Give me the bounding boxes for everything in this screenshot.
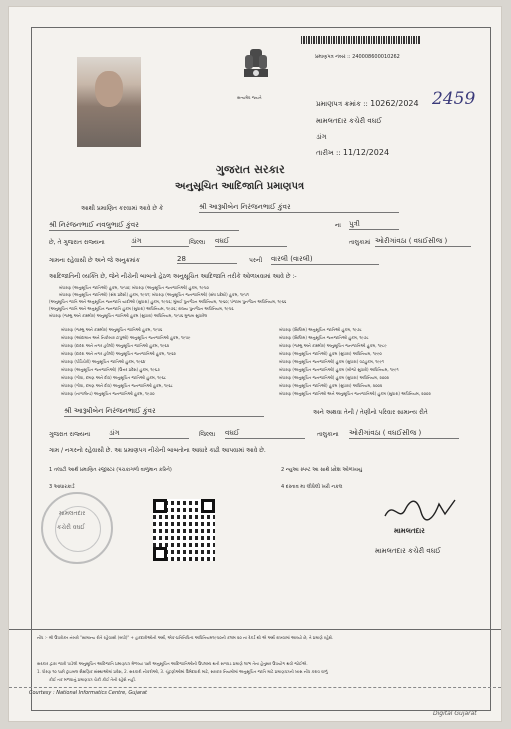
- parent-name: શ્રી નિરંજનભાઈ નવલુભાઈ કુંવર: [49, 221, 239, 231]
- order-right-5: બંધારણ (અનુસૂચિત જનજાતિઓ) હુકમ (સુધારા) વટહુકમ, ૧૯૯૧: [279, 359, 384, 364]
- cert-number: 10262/2024: [370, 99, 419, 108]
- caste-prefix: પરની: [249, 257, 263, 264]
- certificate-paper: [8, 6, 502, 722]
- caste: વારલી (વારલી): [271, 255, 379, 265]
- stamp-text-1: મામલતદાર: [59, 510, 86, 517]
- barcode: [301, 36, 421, 44]
- handwritten-number: 2459: [432, 89, 476, 109]
- order-right-3: બંધારણ (જમ્મુ અને કાશ્મીર) અનુસૂચિત જનજાતિઓ હુકમ, ૧૯૮૯: [279, 343, 387, 348]
- serial-number: 28: [177, 255, 237, 264]
- taluka: ઓરીગાંવઠા ( વઘઈસીજ ): [375, 237, 471, 247]
- fine-print-1: બંધારણ (અનુસૂચિત જાતિઓ) હુકમ, ૧૯૫૦; બંધારણ (અનુસૂચિત જનજાતિઓ) હુકમ, ૧૯૫૦: [59, 285, 209, 290]
- applicant-name-again: શ્રી આરૂષીબેન નિરંજનભાઈ કુંવર: [64, 407, 264, 417]
- basis-4: 4 દસ્તાવ મા લીધેલી ખરી નકલ: [281, 484, 343, 490]
- title-certificate: અનુસૂચિત આદિજાતિ પ્રમાણપત્ર: [175, 181, 305, 192]
- taluka-label: તાલુકામાં: [349, 239, 371, 246]
- office-stamp: [41, 492, 113, 564]
- basis-3: 3 આધારકાર્ડ: [49, 484, 75, 490]
- basis-1: 1 તલાટી આર્થ પ્રમાણિત રજીસ્ટર (પંચકાગળો વાળુમાન કરિને): [49, 467, 172, 473]
- basis-2: 2 ન્યુઆ સ્પષ્ટ આ સાથે પ્રદેશ ઓળખાયું: [281, 467, 363, 473]
- cert-number-line: પ્રમાણપત્ર ક્રમાંક :: 10262/2024: [316, 99, 419, 108]
- order-left-7: બંધારણ (ગોવા, દમણ અને દીવ) અનુસૂચિત જાતિઓ હુકમ, ૧૯૬૮: [61, 375, 167, 380]
- fine-print-5: બંધારણ (જમ્મુ અને કાશ્મીર) અનુસૂચિત જાતિઓ હુકમ (સુધારા) અધિનિયમ, ૧૯૫૬ મુજબ સુધારેલ: [49, 313, 208, 318]
- fine-print-3: (અનુસૂચિત જાતિ અને અનુસૂચિત જનજાતિ યાદીઓ (સુધારા) હુકમ, ૧૯૫૬; મુંબઈ પુનર્ગઠન અધિનિયમ, ૧૯૬૦; પંજાબ પુનર્ગઠન અધિનિયમ, ૧૯૬૬: [49, 299, 287, 304]
- applicant-photo: [77, 57, 141, 147]
- order-left-2: બંધારણ (આંદામાન અને નિકોબાર ટાપુઓ) અનુસૂચિત જનજાતિઓ હુકમ, ૧૯૫૯: [61, 335, 191, 340]
- district-label-2: જિલ્લા: [199, 431, 216, 438]
- state-emblem-icon: [239, 47, 273, 91]
- family-line: અને અથવા તેની / તેણીનો પરિવાર સામાન્ય રીતે: [313, 409, 428, 416]
- header-district: ડાંગ: [316, 133, 327, 141]
- order-right-8: બંધારણ (અનુસૂચિત જાતિઓ) હુકમ (સુધારા) અધિનિયમ, ૨૦૦૨: [279, 383, 383, 388]
- order-left-1: બંધારણ (જમ્મુ અને કાશ્મીર) અનુસૂચિત જાતિઓ હુકમ, ૧૯૫૬: [61, 327, 163, 332]
- footer-note-2: સરકાર દ્વારા જારી પાડેલી અનુસૂચિત આદિજાતિ પ્રમાણપત્ર મેળવ્યા પછી અનુસૂચિત આદિજાતિઓની ઉપલબ્ધ થતી સગવડ પ્રમાણે લાભ તેના હેતુસર ઉપયોગ થવો જોઈએ.: [37, 661, 308, 666]
- district-2: વઘઈ: [225, 429, 305, 439]
- order-left-8: બંધારણ (ગોવા, દમણ અને દીવ) અનુસૂચિત જનજાતિઓ હુકમ, ૧૯૬૮: [61, 383, 173, 388]
- order-left-6: બંધારણ (અનુસૂચિત જનજાતિઓ) (ઉત્તર પ્રદેશ) હુકમ, ૧૯૬૭: [61, 367, 160, 372]
- title-government: ગુજરાત સરકાર: [216, 163, 285, 176]
- signatory-office: મામલતદાર કચેરી વઘઈ: [375, 547, 441, 555]
- relation: પુત્રી: [349, 220, 399, 230]
- order-right-2: બંધારણ (સિક્કિમ) અનુસૂચિત જનજાતિઓ હુકમ, ૧૯૭૮: [279, 335, 369, 340]
- tribe-line: આદિજાતિની વ્યક્તિ છે, જેને નીચેની બાબતો હેઠળ અનુસૂચિત આદિજાતિ તરીકે ઓળખવામાં આવે છે :-: [49, 273, 297, 280]
- signatory-title: મામલતદાર: [394, 527, 425, 535]
- emblem-caption: સત્યમેવ જયતે: [237, 95, 262, 100]
- office-line: મામલતદાર કચેરી વઘઈ: [316, 117, 382, 125]
- order-right-6: બંધારણ (અનુસૂચિત જનજાતિઓ) હુકમ (બીજો સુધારો) અધિનિયમ, ૧૯૯૧: [279, 367, 399, 372]
- taluka-label-2: તાલુકાના: [317, 431, 339, 438]
- footer-divider-2: [9, 687, 501, 688]
- village-2: ડાંગ: [109, 429, 189, 439]
- footer-note-3: 1. ધોરણ ૧૦ પછી ટ્રાઇબલ શૈક્ષણિક સંસ્થાઓમાં પ્રવેશ, 2. સરકારી નોકરીઓ, 3. ચૂંટણીઓમાં ઉમેદવારી માટે, સરકાર નિયમોમાં અનુસૂચિત જાતિ માટે પ્રમાણપત્રની ખાસ નોંધ કરાવ વાળું: [37, 669, 328, 674]
- footer-note-4: કોઈ તક મળવાનું પ્રમાણપત્ર ચેકી કોઈ તેની રહેશે નહીં.: [49, 677, 136, 682]
- issue-date: 11/12/2024: [342, 148, 390, 157]
- state-label-2: ગુજરાત રાજ્યના: [49, 431, 91, 438]
- stamp-text-2: કચેરી વઘઈ: [57, 524, 86, 531]
- signature-icon: [381, 492, 461, 524]
- order-left-9: બંધારણ (નાગાલેન્ડ) અનુસૂચિત જનજાતિઓ હુકમ, ૧૯૭૦: [61, 391, 155, 396]
- closing-line: ગામ / નગરનો રહેવાસી છે. આ પ્રમાણપત્ર નીચેની બાબતોના આધારે કાઢી આપવામાં આવે છે.: [49, 447, 266, 454]
- order-right-9: બંધારણ (અનુસૂચિત જાતિઓ અને અનુસૂચિત જનજાતિઓ) હુકમ (સુધારા) અધિનિયમ, ૨૦૦૨: [279, 391, 431, 396]
- order-right-4: બંધારણ (અનુસૂચિત જાતિઓ) હુકમ (સુધારા) અધિનિયમ, ૧૯૯૦: [279, 351, 382, 356]
- certify-label: આથી પ્રમાણિત કરવામાં આવે છે કે: [81, 205, 164, 212]
- order-left-3: બંધારણ (દાદરા અને નગર હવેલી) અનુસૂચિત જાતિઓ હુકમ, ૧૯૬૨: [61, 343, 170, 348]
- order-left-5: બંધારણ (પોંડિચેરી) અનુસૂચિત જાતિઓ હુકમ, ૧૯૬૪: [61, 359, 146, 364]
- district: વઘઈ: [215, 237, 287, 247]
- brand: Digital Gujarat: [433, 710, 477, 717]
- footer-divider: [9, 629, 501, 630]
- taluka-2: ઓરીગાંવઠા ( વઘઈસીજ ): [349, 429, 459, 439]
- state-label: છે, તે ગુજરાત રાજ્યના: [49, 239, 105, 246]
- village: ડાંગ: [131, 237, 189, 247]
- order-right-1: બંધારણ (સિક્કિમ) અનુસૂચિત જાતિઓ હુકમ, ૧૯૭૮: [279, 327, 362, 332]
- barcode-text: પ્રમાણપત્ર નંબર :: 240008600010262: [315, 54, 400, 60]
- footer-note-1: નોંધ :- શ્રી ઉપરોક્ત નંબરો "સામાન્ય રીતે રહેવાસી (બધો)" + હકદારીઓની અર્થ, એક-પ્રતિનિધિત્વ અધિનિયમ૧૯૫૦ની કલમ ૨૦ ના રેકર્ડ થી એ અર્થ રાખવામાં આવ્યો છે, તે પ્રમાણે રહેશે.: [37, 635, 334, 640]
- resident-label: ગામના રહેવાસી છે અને જે અનુક્રમાંક: [49, 257, 140, 264]
- applicant-name: શ્રી આરૂષીબેન નિરંજનભાઈ કુંવર: [199, 203, 399, 213]
- fine-print-2: બંધારણ (અનુસૂચિત જાતિઓ) (સંઘ પ્રદેશો) હુકમ, ૧૯૫૧; બંધારણ (અનુસૂચિત જનજાતિઓ) (સંઘ પ્રદેશો) હુકમ, ૧૯૫૧: [59, 292, 249, 297]
- relation-prefix: ના: [335, 222, 341, 229]
- qr-code: [153, 499, 215, 561]
- courtesy: Courtesy : National Informatics Centre, Gujarat: [29, 690, 147, 696]
- district-label: જિલ્લા: [189, 239, 206, 246]
- order-right-7: બંધારણ (અનુસૂચિત જનજાતિઓ) હુકમ (સુધારા) અધિનિયમ, ૨૦૦૨: [279, 375, 390, 380]
- order-left-4: બંધારણ (દાદરા અને નગર હવેલી) અનુસૂચિત જનજાતિઓ હુકમ, ૧૯૬૨: [61, 351, 176, 356]
- fine-print-4: (અનુસૂચિત જાતિ અને અનુસૂચિત જનજાતિ હુકમ (સુધારા) અધિનિયમ, ૧૯૭૬; રાજ્ય પુનર્ગઠન અધિનિયમ, ૧૯૫૬: [49, 306, 234, 311]
- issue-date-line: તારીખ :: 11/12/2024: [316, 148, 390, 157]
